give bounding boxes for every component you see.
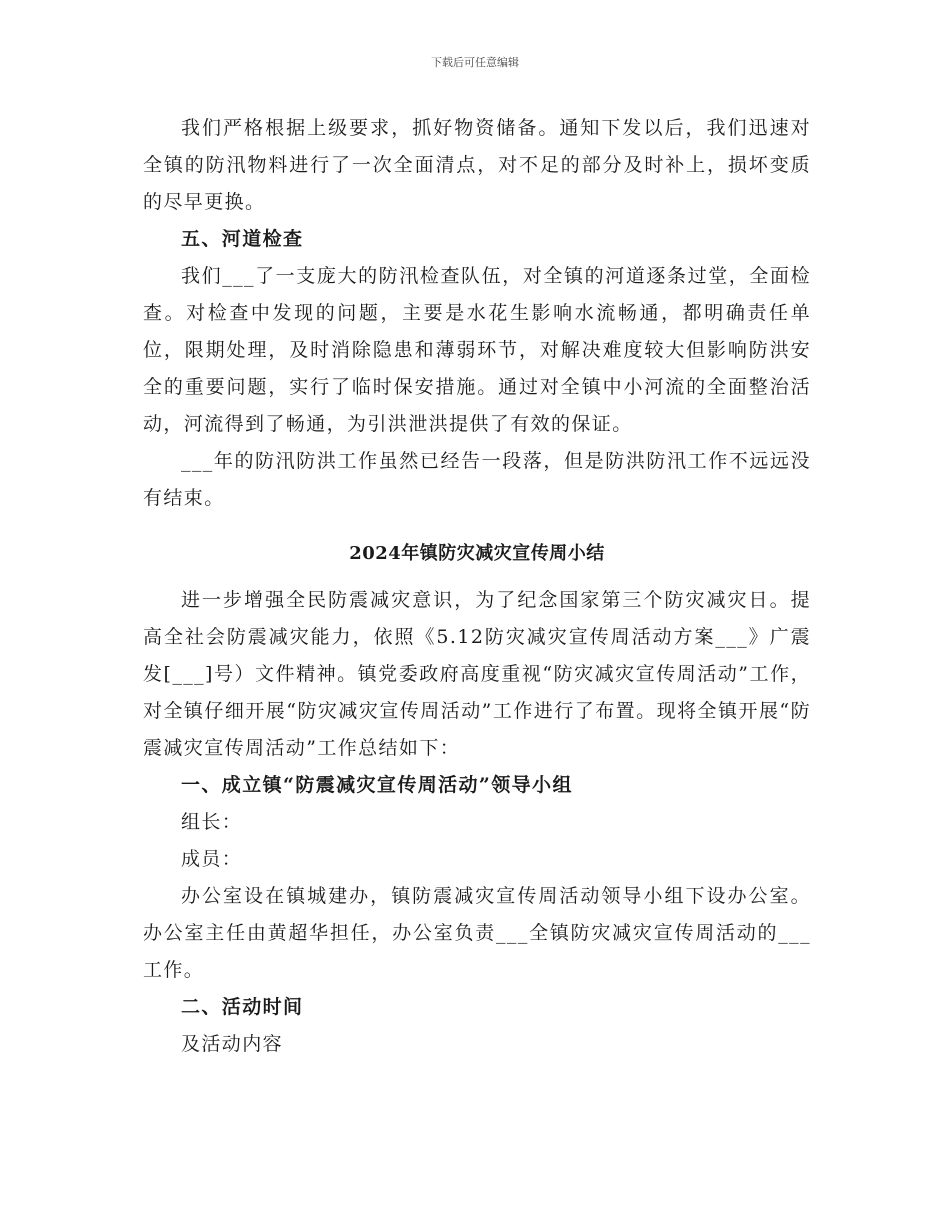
line-activity-content: 及活动内容 [181,1033,284,1055]
paragraph-river-inspection: 我们___了一支庞大的防汛检查队伍，对全镇的河道逐条过堂，全面检查。对检查中发现的问题，主要是水花生影响水流畅通，都明确责任单位，限期处理，及时消除隐患和薄弱环节，对解决难度较大但影响防洪安全的重要问题，实行了临时保安措施。通过对全镇中小河流的全面整治活动，河流得到了畅通，为引洪泄洪提供了有效的保证。 [143,265,811,435]
paragraph-intro: 进一步增强全民防震减灾意识，为了纪念国家第三个防灾减灾日。提高全社会防震减灾能力，依照《5.12防灾减灾宣传周活动方案___》广震发[___]号）文件精神。镇党委政府高度重视“防灾减灾宣传周活动”工作，对全镇仔细开展“防灾减灾宣传周活动”工作进行了布置。现将全镇开展“防震减灾宣传周活动”工作总结如下： [143,589,811,759]
line-group-members: 成员： [181,848,243,870]
heading-river-inspection: 五、河道检查 [181,228,304,250]
document-title: 2024年镇防灾减灾宣传周小结 [349,543,605,564]
header-note: 下载后可任意编辑 [431,56,519,69]
heading-leadership-group: 一、成立镇“防震减灾宣传周活动”领导小组 [181,774,573,796]
line-group-leader: 组长： [181,811,243,833]
heading-activity-time: 二、活动时间 [181,996,304,1018]
paragraph-flood-conclusion: ___年的防汛防洪工作虽然已经告一段落，但是防洪防汛工作不远远没有结束。 [143,450,811,509]
document-body [143,110,811,1063]
paragraph-material-reserve: 我们严格根据上级要求，抓好物资储备。通知下发以后，我们迅速对全镇的防汛物料进行了一次全面清点，对不足的部分及时补上，损坏变质的尽早更换。 [143,117,811,213]
paragraph-office: 办公室设在镇城建办，镇防震减灾宣传周活动领导小组下设办公室。办公室主任由黄超华担任，办公室负责___全镇防灾减灾宣传周活动的___工作。 [143,885,811,981]
